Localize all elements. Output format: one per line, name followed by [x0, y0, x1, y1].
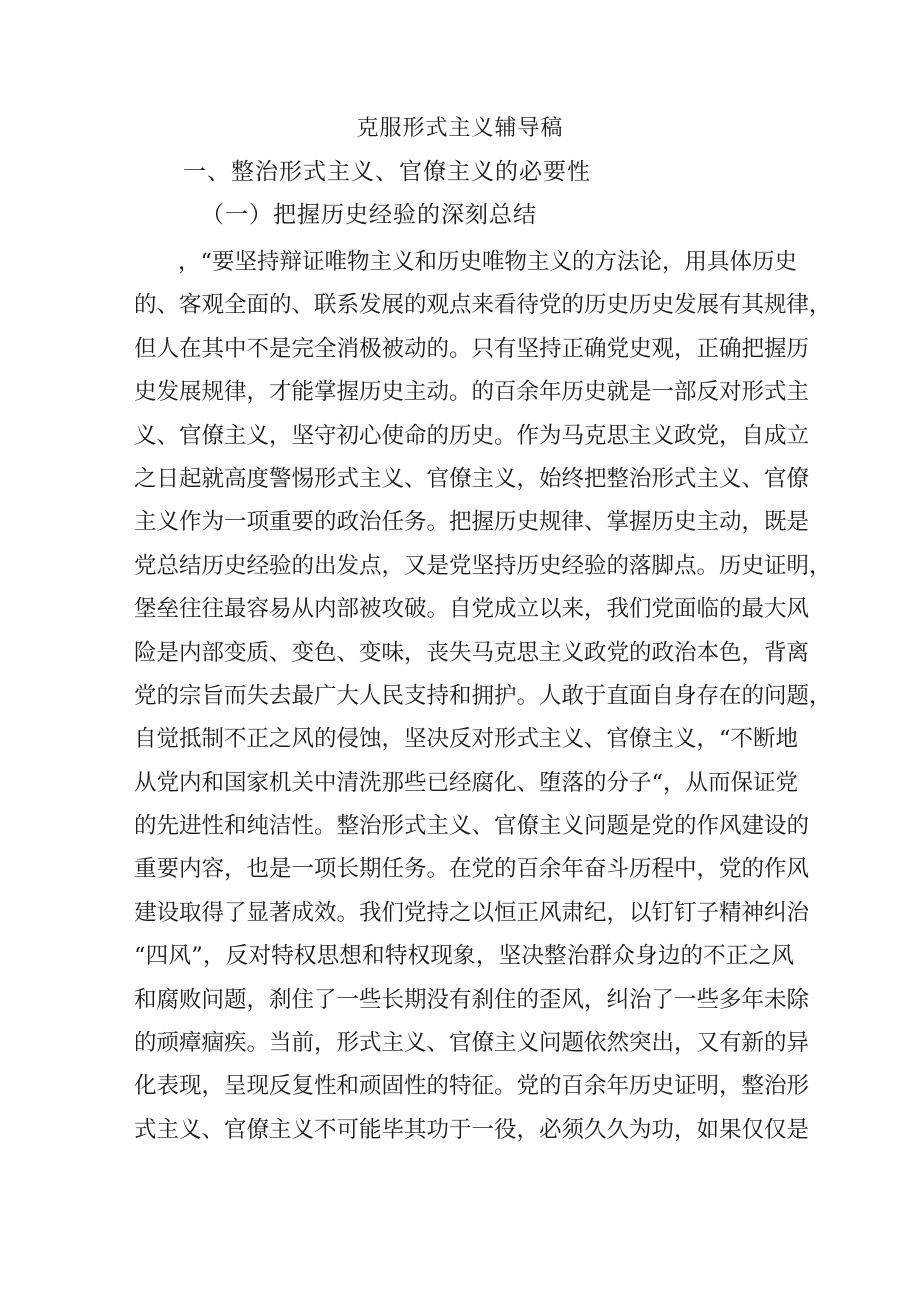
- body-line: 从党内和国家机关中清洗那些已经腐化、堕落的分子“，从而保证党: [134, 769, 799, 796]
- subsection-heading: （一）把握历史经验的深刻总结: [201, 202, 537, 228]
- body-line: “四风”，反对特权思想和特权现象，坚决整治群众身边的不正之风: [134, 943, 794, 970]
- body-line: 的顽瘴痼疾。当前，形式主义、官僚主义问题依然突出，又有新的异: [134, 1030, 810, 1057]
- body-line: 堡垒往往最容易从内部被攻破。自党成立以来，我们党面临的最大风: [134, 596, 810, 623]
- body-paragraph: [134, 241, 832, 1152]
- body-line: 的、客观全面的、联系发展的观点来看待党的历史历史发展有其规律，: [134, 292, 832, 319]
- body-line: 的先进性和纯洁性。整治形式主义、官僚主义问题是党的作风建设的: [134, 813, 810, 840]
- body-line: 义、官僚主义，坚守初心使命的历史。作为马克思主义政党，自成立: [134, 422, 810, 449]
- body-line: 重要内容，也是一项长期任务。在党的百余年奋斗历程中，党的作风: [134, 856, 810, 883]
- body-line: 建设取得了显著成效。我们党持之以恒正风肃纪，以钉钉子精神纠治: [134, 899, 810, 926]
- body-line: 史发展规律，才能掌握历史主动。的百余年历史就是一部反对形式主: [134, 379, 810, 406]
- body-line: 党总结历史经验的出发点，又是党坚持历史经验的落脚点。历史证明，: [134, 552, 832, 579]
- body-line: 主义作为一项重要的政治任务。把握历史规律、掌握历史主动，既是: [134, 509, 810, 536]
- document-title: 克服形式主义辅导稿: [356, 116, 564, 141]
- body-line: 和腐败问题，刹住了一些长期没有刹住的歪风，纠治了一些多年未除: [134, 986, 810, 1013]
- body-line: 之日起就高度警惕形式主义、官僚主义，始终把整治形式主义、官僚: [134, 465, 810, 492]
- body-line: 党的宗旨而失去最广大人民支持和拥护。人敢于直面自身存在的问题，: [134, 682, 832, 709]
- body-line: 自觉抵制不正之风的侵蚀，坚决反对形式主义、官僚主义，“不断地: [134, 726, 799, 753]
- section-heading: 一、整治形式主义、官僚主义的必要性: [183, 159, 591, 185]
- body-line: ，“要坚持辩证唯物主义和历史唯物主义的方法论，用具体历史: [178, 249, 798, 275]
- body-line: 化表现，呈现反复性和顽固性的特征。党的百余年历史证明，整治形: [134, 1073, 810, 1100]
- body-line: 式主义、官僚主义不可能毕其功于一役，必须久久为功，如果仅仅是: [134, 1116, 810, 1143]
- body-line: 但人在其中不是完全消极被动的。只有坚持正确党史观，正确把握历: [134, 335, 810, 362]
- body-line: 险是内部变质、变色、变味，丧失马克思主义政党的政治本色，背离: [134, 639, 810, 666]
